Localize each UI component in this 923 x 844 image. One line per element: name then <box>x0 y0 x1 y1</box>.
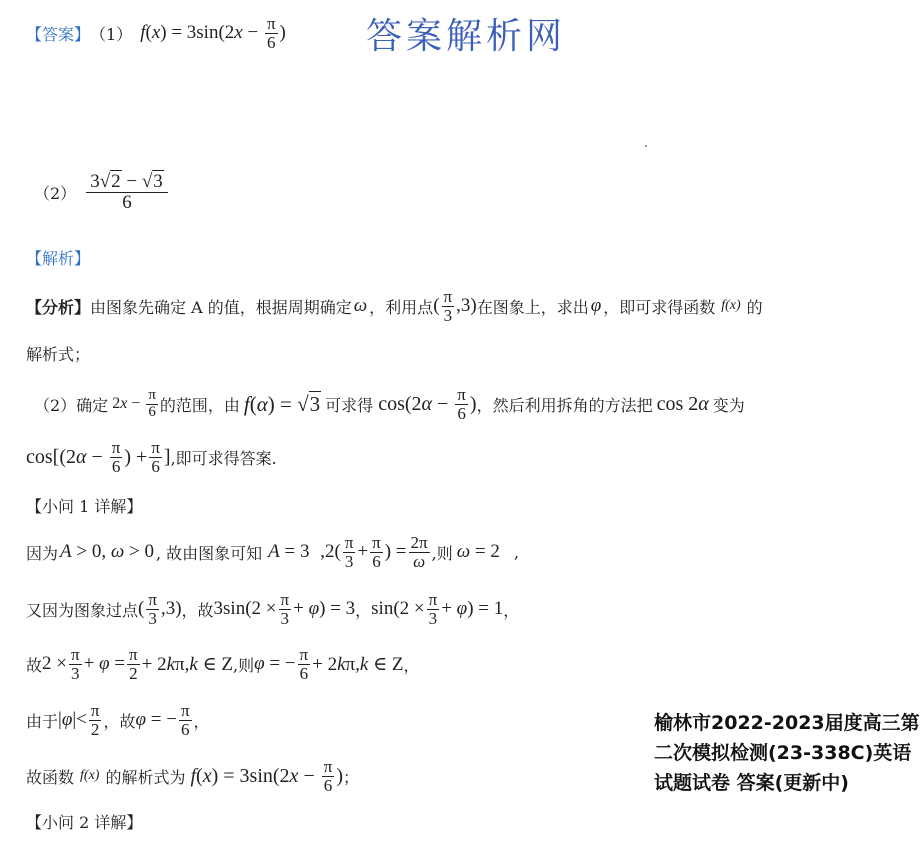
detail1-line-3: 故 2 × $\frac{\pi}{3}$ + φ = $\frac{\pi}{2}$ + 2kπ,k ∈ Z ,则 φ = − $\frac{\pi}{6}$ + 2kπ,k ∈ Z ， <box>26 644 420 683</box>
part2-label: （2） <box>34 183 77 203</box>
analysis-text-1b: ，利用点 <box>369 297 434 317</box>
detail1-line-5: 故函数 f(x) 的解析式为 f(x) = 3sin(2x − $\frac{\pi}{6}$ ) ； <box>26 756 359 795</box>
detail1-text-3a: 故 <box>26 655 43 675</box>
detail1-heading: 【小问 1 详解】 <box>26 497 143 516</box>
detail1-line-1: 因为 A > 0, ω > 0 , 故由图象可知 A = 3 ,2( $\frac{\pi}{3}$ + $\frac{\pi}{6}$ ) = $\frac{2\pi}{\omega}$ ,则 ω = 2 , <box>26 532 520 571</box>
detail1-text-2a: 又因为图象过点 <box>26 600 139 620</box>
part1-label: （1） <box>90 24 133 44</box>
analysis-text-1e: 的 <box>746 297 763 317</box>
analysis-line-2: 解析式； <box>26 345 91 364</box>
detail1-fx: f(x) <box>80 768 100 783</box>
analysis-line-3: （2）确定 2x − $\frac{\pi}{6}$ 的范围，由 f(α) = √3 可求得 cos(2α − $\frac{\pi}{6}$ ) ，然后利用拆角的方法把 cos 2α 变为 <box>34 384 745 423</box>
analysis-text-3a: （2）确定 <box>34 395 109 415</box>
related-title-link[interactable]: 榆林市2022-2023届度高三第二次模拟检测(23-338C)英语试题试卷 答案(更新中) <box>654 712 920 794</box>
part1-formula: f <box>140 22 146 43</box>
analysis-text-1d: ，即可求得函数 <box>603 297 716 317</box>
analysis-tag: 【分析】 <box>26 297 91 317</box>
stray-dot <box>645 145 647 147</box>
answer-tag: 【答案】 <box>26 24 91 44</box>
analysis-text-1c: 在图象上，求出 <box>476 297 589 317</box>
analysis-text-3c: 可求得 <box>325 395 374 415</box>
watermark-text: 答案解析网 <box>366 16 567 57</box>
part2-fraction: $\frac{3√2 - √3}{6}$ <box>86 172 168 213</box>
detail1-text-5a: 故函数 <box>26 767 75 787</box>
fx-symbol: f(x) <box>721 298 741 313</box>
analysis-line-4: cos[(2α − $\frac{\pi}{6}$ ) + $\frac{\pi}{6}$ ] ,即可求得答案. <box>26 437 277 476</box>
analysis-line-1: 【分析】 由图象先确定 A 的值，根据周期确定 ω ，利用点 ( $\frac{\pi}{3}$ ,3) 在图象上，求出 φ ，即可求得函数 f(x) 的 <box>26 286 763 325</box>
analysis-heading: 【解析】 <box>26 249 91 268</box>
detail1-text-1b: , 故由图象可知 <box>155 543 263 563</box>
analysis-text-4b: ,即可求得答案. <box>170 448 277 468</box>
detail1-text-4a: 由于 <box>26 711 59 731</box>
detail1-line-4: 由于 |φ|< $\frac{\pi}{2}$ ，故 φ = − $\frac{\pi}{6}$ ， <box>26 700 210 739</box>
analysis-text-3b: 的范围，由 <box>159 395 240 415</box>
analysis-text-3e: 变为 <box>712 395 745 415</box>
answer-line-1: 【答案】 （1） f ( x ) = 3sin(2 x − $\frac{\pi}{6}$ ) <box>26 13 286 52</box>
detail1-text-5b: 的解析式为 <box>105 767 186 787</box>
detail1-text-3b: ,则 <box>232 655 255 675</box>
omega-symbol: ω <box>353 295 368 316</box>
detail1-text-1c: ,则 <box>431 543 453 563</box>
detail1-line-2: 又因为图象过点 ( $\frac{\pi}{3}$ ,3) ，故 3sin(2 × $\frac{\pi}{3}$ + φ) = 3 ， sin(2 × $\frac{\pi}{3}$ + φ) = 1 ， <box>26 589 520 628</box>
detail2-heading: 【小问 2 详解】 <box>26 813 143 832</box>
detail1-text-2b: ，故 <box>181 600 214 620</box>
analysis-text-3d: ，然后利用拆角的方法把 <box>476 395 653 415</box>
phi-symbol: φ <box>590 295 602 316</box>
answer-line-2 <box>34 172 170 213</box>
detail1-text-1a: 因为 <box>26 543 59 563</box>
analysis-text-1a: 由图象先确定 A 的值，根据周期确定 <box>90 297 352 317</box>
detail1-text-4b: ，故 <box>103 711 136 731</box>
